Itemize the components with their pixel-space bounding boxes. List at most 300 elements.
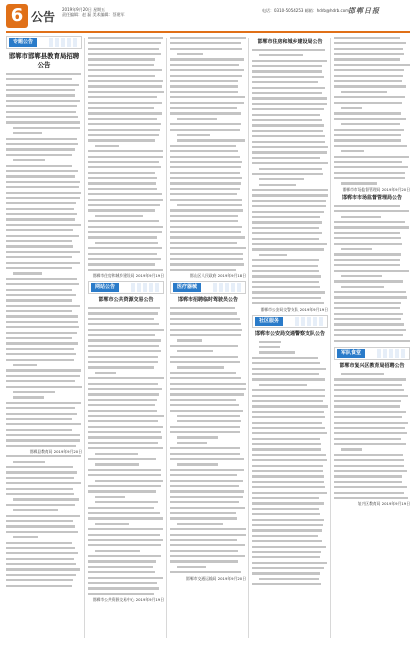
text-line — [170, 79, 246, 84]
text-line-ink — [252, 227, 319, 229]
text-line-ink — [88, 318, 154, 320]
text-line-ink — [177, 118, 217, 120]
notice-signature: 邯郸市住房和城乡建设局 2019年9月19日 — [92, 273, 164, 279]
text-line-ink — [170, 269, 236, 271]
text-line-ink — [95, 453, 138, 455]
text-line — [252, 258, 328, 263]
text-line-ink — [334, 405, 400, 407]
text-line-ink — [334, 139, 401, 141]
section-badge: 社区服务 — [255, 317, 283, 326]
text-line-ink — [170, 480, 243, 482]
text-line — [6, 584, 82, 589]
text-line-ink — [170, 550, 238, 552]
text-line-ink — [170, 112, 241, 114]
text-line — [6, 481, 82, 486]
text-line-ink — [170, 215, 238, 217]
text-line — [334, 236, 410, 241]
text-line-ink — [334, 172, 405, 174]
text-line-ink — [170, 199, 242, 201]
text-line-ink — [334, 307, 400, 309]
text-line — [170, 500, 246, 505]
text-line-ink — [252, 157, 320, 159]
text-line-ink — [259, 178, 304, 180]
text-line-ink — [88, 156, 163, 158]
text-line-ink — [6, 208, 74, 210]
text-line — [334, 469, 410, 474]
text-line-ink — [6, 359, 74, 361]
text-line-ink — [170, 356, 238, 358]
text-line-ink — [334, 264, 400, 266]
text-line-ink — [88, 150, 163, 152]
text-line-ink — [6, 245, 73, 247]
text-line-ink — [88, 410, 157, 412]
text-line-ink — [170, 312, 237, 314]
text-line-ink — [334, 400, 401, 402]
text-line-ink — [6, 256, 72, 258]
text-line-ink — [88, 209, 155, 211]
text-line — [6, 336, 82, 341]
text-line-ink — [341, 275, 382, 277]
text-line-ink — [6, 574, 76, 576]
text-line-ink — [88, 329, 164, 331]
text-line-ink — [88, 534, 160, 536]
text-line-ink — [252, 81, 318, 83]
text-line-ink — [341, 123, 400, 125]
text-line-ink — [88, 539, 163, 541]
text-line-ink — [334, 134, 401, 136]
text-line-ink — [88, 42, 161, 44]
text-line-ink — [88, 571, 155, 573]
text-line-ink — [252, 389, 325, 391]
text-line-ink — [170, 474, 237, 476]
text-line-ink — [13, 391, 55, 393]
text-line-ink — [88, 307, 160, 309]
text-line-ink — [170, 247, 246, 249]
notice-body — [334, 204, 410, 344]
text-line — [252, 361, 328, 366]
notice-title: 邯郸市住房和城乡建设局公告 — [257, 39, 323, 45]
text-line — [334, 41, 410, 46]
text-line-ink — [170, 458, 244, 460]
text-line-ink — [6, 229, 73, 231]
text-line-ink — [6, 342, 78, 344]
text-line-ink — [6, 73, 81, 75]
text-line — [334, 209, 410, 214]
text-line-ink — [252, 275, 321, 277]
text-line-ink — [170, 345, 238, 347]
text-line-ink — [252, 438, 320, 440]
text-line-ink — [170, 161, 242, 163]
text-line — [170, 554, 246, 559]
text-line — [252, 539, 328, 544]
text-line-ink — [88, 91, 164, 93]
text-line-ink — [252, 529, 322, 531]
text-line-ink — [252, 114, 320, 116]
text-line-ink — [6, 283, 79, 285]
text-line-ink — [334, 270, 409, 272]
text-line — [334, 415, 410, 420]
text-line — [334, 79, 410, 84]
text-line — [6, 88, 82, 93]
text-line-ink — [334, 237, 401, 239]
text-line-ink — [252, 524, 323, 526]
text-line-ink — [252, 173, 323, 175]
issue-meta — [62, 7, 125, 17]
section-badge: 网站公告 — [91, 283, 119, 292]
text-line-ink — [6, 332, 77, 334]
text-line-ink — [88, 129, 160, 131]
notice-title: 邯郸市公共资源交易公告 — [98, 297, 154, 304]
text-line — [170, 376, 246, 381]
text-line-ink — [13, 364, 37, 366]
text-line-ink — [13, 461, 45, 463]
text-line-ink — [6, 262, 80, 264]
text-line-ink — [334, 340, 410, 342]
text-line-ink — [259, 184, 296, 186]
text-line-ink — [252, 427, 325, 429]
text-line-ink — [341, 248, 372, 250]
text-line — [6, 239, 82, 244]
text-line-ink — [252, 162, 328, 164]
text-line — [334, 279, 410, 284]
text-line-ink — [252, 465, 323, 467]
text-line-ink — [6, 116, 78, 118]
text-line — [252, 582, 328, 587]
text-line-ink — [6, 547, 75, 549]
text-line-ink — [88, 53, 161, 55]
text-line-ink — [252, 546, 326, 548]
text-line-ink — [88, 96, 157, 98]
text-line-ink — [88, 490, 156, 492]
text-line-ink — [6, 520, 73, 522]
text-line-ink — [88, 334, 155, 336]
text-line-ink — [252, 302, 324, 304]
text-line-ink — [341, 286, 384, 288]
text-line — [88, 219, 164, 224]
text-line-ink — [252, 243, 327, 245]
text-line — [170, 219, 246, 224]
text-line-ink — [341, 448, 362, 450]
text-line — [88, 149, 164, 154]
text-line-ink — [170, 156, 240, 158]
text-line-ink — [6, 175, 75, 177]
text-line-ink — [95, 242, 158, 244]
text-line-ink — [88, 399, 157, 401]
text-line-ink — [88, 123, 161, 125]
text-line-ink — [259, 578, 319, 580]
text-line-ink — [6, 348, 74, 350]
text-line-ink — [170, 64, 239, 66]
text-line-ink — [252, 248, 324, 250]
text-line-ink — [6, 84, 79, 86]
column-divider — [248, 38, 249, 638]
text-line-ink — [334, 438, 401, 440]
text-line-ink — [170, 242, 237, 244]
text-line-ink — [259, 168, 322, 170]
text-line — [252, 415, 328, 420]
section-badge: 医疗器械 — [173, 283, 201, 292]
text-line-ink — [252, 481, 324, 483]
text-line-ink — [13, 132, 42, 134]
text-line-ink — [252, 497, 319, 499]
text-line-ink — [334, 177, 405, 179]
text-line — [88, 176, 164, 181]
text-line-ink — [334, 53, 404, 55]
text-line — [334, 333, 410, 338]
text-line-ink — [88, 253, 157, 255]
text-line — [88, 554, 164, 559]
notice-body — [334, 36, 410, 187]
text-line-ink — [259, 351, 295, 353]
text-line — [88, 306, 164, 311]
text-line-ink — [170, 388, 246, 390]
text-line-ink — [177, 366, 224, 368]
text-line-ink — [252, 567, 324, 569]
text-line-ink — [95, 215, 143, 217]
text-line-ink — [95, 501, 158, 503]
text-line — [6, 201, 82, 206]
text-line-ink — [88, 517, 163, 519]
text-line — [6, 465, 82, 470]
text-line — [170, 419, 246, 424]
text-line — [170, 527, 246, 532]
text-line — [252, 231, 328, 236]
text-line-ink — [334, 497, 408, 499]
text-line-ink — [88, 69, 162, 71]
text-line-ink — [252, 286, 320, 288]
text-line-ink — [334, 454, 403, 456]
text-line-ink — [170, 263, 244, 265]
text-line-ink — [170, 334, 241, 336]
text-line — [170, 262, 246, 267]
text-line-ink — [6, 531, 78, 533]
notice-signature: 复兴区教育局 2019年9月19日 — [357, 501, 410, 507]
text-line-ink — [252, 373, 319, 375]
text-line-ink — [252, 146, 328, 148]
text-line — [252, 134, 328, 139]
text-line-ink — [252, 130, 323, 132]
text-line — [6, 115, 82, 120]
text-line-ink — [177, 566, 206, 568]
text-line-ink — [334, 378, 406, 380]
text-line-ink — [252, 519, 324, 521]
text-line-ink — [88, 312, 158, 314]
text-line-ink — [341, 216, 381, 218]
text-line-ink — [170, 58, 244, 60]
text-line — [88, 95, 164, 100]
text-line-ink — [252, 448, 321, 450]
text-line-ink — [334, 259, 400, 261]
text-line-ink — [259, 346, 280, 348]
text-line-ink — [88, 560, 156, 562]
text-line-ink — [6, 213, 77, 215]
notice-title: 邯郸市公安局交通警察支队公告 — [254, 330, 325, 337]
text-line — [170, 176, 246, 181]
text-line-ink — [6, 181, 80, 183]
text-line-ink — [334, 470, 407, 472]
text-line-ink — [334, 129, 404, 131]
text-line-ink — [334, 427, 405, 429]
text-line-ink — [252, 200, 326, 202]
text-line-ink — [88, 134, 159, 136]
text-line-ink — [6, 471, 77, 473]
text-line-ink — [170, 539, 237, 541]
text-line — [170, 306, 246, 311]
text-line-ink — [170, 318, 240, 320]
text-line-ink — [334, 384, 402, 386]
text-line-ink — [177, 415, 240, 417]
text-line-ink — [177, 420, 241, 422]
notice-signature: 邯郸市市场监督管理局 2019年9月20日 — [342, 186, 410, 192]
text-line-ink — [170, 377, 241, 379]
text-line-ink — [334, 232, 400, 234]
text-line — [252, 388, 328, 393]
text-line-ink — [177, 53, 203, 55]
text-line-ink — [170, 188, 240, 190]
text-line-ink — [6, 429, 72, 431]
text-line-ink — [341, 107, 362, 109]
text-line-ink — [6, 315, 78, 317]
text-line — [88, 68, 164, 73]
text-line-ink — [334, 395, 408, 397]
text-line-ink — [6, 224, 81, 226]
text-line — [252, 566, 328, 571]
text-line-ink — [88, 345, 159, 347]
text-line-ink — [170, 512, 236, 514]
text-line — [6, 185, 82, 190]
text-line-ink — [88, 231, 162, 233]
text-line-ink — [177, 523, 223, 525]
text-line-ink — [88, 393, 159, 395]
text-line-ink — [334, 112, 401, 114]
text-line-ink — [252, 395, 325, 397]
text-line-ink — [88, 182, 156, 184]
text-line-ink — [252, 216, 320, 218]
text-line-ink — [170, 507, 245, 509]
text-line-ink — [6, 488, 73, 490]
text-line-ink — [88, 383, 158, 385]
text-line — [334, 442, 410, 447]
text-line — [252, 512, 328, 517]
text-line — [334, 431, 410, 436]
text-line-ink — [88, 118, 157, 120]
text-line-ink — [6, 380, 75, 382]
text-line-ink — [334, 75, 403, 77]
section-banner-medical — [170, 281, 246, 294]
text-line-ink — [88, 85, 162, 87]
text-line-ink — [170, 80, 238, 82]
text-line-ink — [88, 555, 161, 557]
text-line-ink — [170, 150, 238, 152]
text-line-ink — [6, 192, 81, 194]
text-line-ink — [88, 458, 156, 460]
text-line-ink — [259, 54, 303, 56]
text-line — [334, 95, 410, 100]
text-line-ink — [170, 209, 243, 211]
text-line-ink — [6, 423, 81, 425]
text-line-ink — [6, 294, 76, 296]
text-line-ink — [6, 289, 72, 291]
text-line — [334, 388, 410, 393]
text-line — [170, 68, 246, 73]
text-line-ink — [170, 182, 241, 184]
text-line-ink — [252, 556, 320, 558]
text-line-ink — [6, 218, 75, 220]
text-line — [170, 41, 246, 46]
text-line-ink — [88, 474, 161, 476]
text-line-ink — [334, 226, 409, 228]
text-line-ink — [252, 411, 324, 413]
text-line-ink — [88, 161, 159, 163]
text-line-ink — [6, 418, 72, 420]
text-line-ink — [88, 442, 158, 444]
text-line-ink — [177, 139, 245, 141]
text-line-ink — [252, 422, 322, 424]
text-line — [6, 212, 82, 217]
text-line-ink — [170, 501, 239, 503]
text-line-ink — [170, 447, 240, 449]
notice-signature: 邯郸市交通运输局 2019年9月20日 — [186, 575, 246, 581]
text-line-ink — [334, 411, 406, 413]
text-line-ink — [88, 58, 155, 60]
text-line-ink — [170, 307, 235, 309]
text-line-ink — [334, 221, 405, 223]
text-line-ink — [334, 96, 405, 98]
text-line-ink — [252, 281, 319, 283]
text-line-ink — [170, 37, 246, 39]
notice-title: 邯郸市邯郸县教育局招聘公告 — [8, 52, 80, 69]
text-line-ink — [252, 194, 328, 196]
text-line-ink — [334, 492, 404, 494]
text-line-ink — [6, 165, 72, 167]
text-line-ink — [88, 247, 162, 249]
text-line-ink — [334, 329, 406, 331]
text-line — [6, 309, 82, 314]
text-line — [252, 215, 328, 220]
text-line-ink — [334, 102, 402, 104]
text-line-ink — [88, 269, 163, 271]
text-line — [88, 446, 164, 451]
text-line-ink — [6, 515, 80, 517]
notice-title: 邯郸市市场监督管理局公告 — [341, 194, 402, 201]
text-line-ink — [252, 492, 327, 494]
page-header — [0, 0, 415, 34]
column-4 — [252, 36, 328, 638]
text-line-ink — [341, 91, 387, 93]
text-line-ink — [6, 353, 76, 355]
text-line-ink — [170, 453, 240, 455]
text-line-ink — [170, 431, 240, 433]
text-line-ink — [252, 189, 328, 191]
text-line-ink — [170, 145, 236, 147]
section-banner-service — [252, 315, 328, 328]
text-line-ink — [170, 166, 241, 168]
text-line-ink — [88, 236, 157, 238]
text-line — [334, 68, 410, 73]
text-line-ink — [95, 480, 163, 482]
section-title: 公告 — [31, 10, 56, 24]
text-line-ink — [170, 426, 240, 428]
text-line — [6, 454, 82, 459]
text-line — [6, 325, 82, 330]
header-rule — [6, 31, 410, 33]
text-line-ink — [6, 197, 80, 199]
text-line — [6, 406, 82, 411]
text-line-ink — [252, 583, 321, 585]
text-line-ink — [6, 202, 76, 204]
text-line-ink — [88, 377, 164, 379]
text-line-ink — [88, 112, 162, 114]
